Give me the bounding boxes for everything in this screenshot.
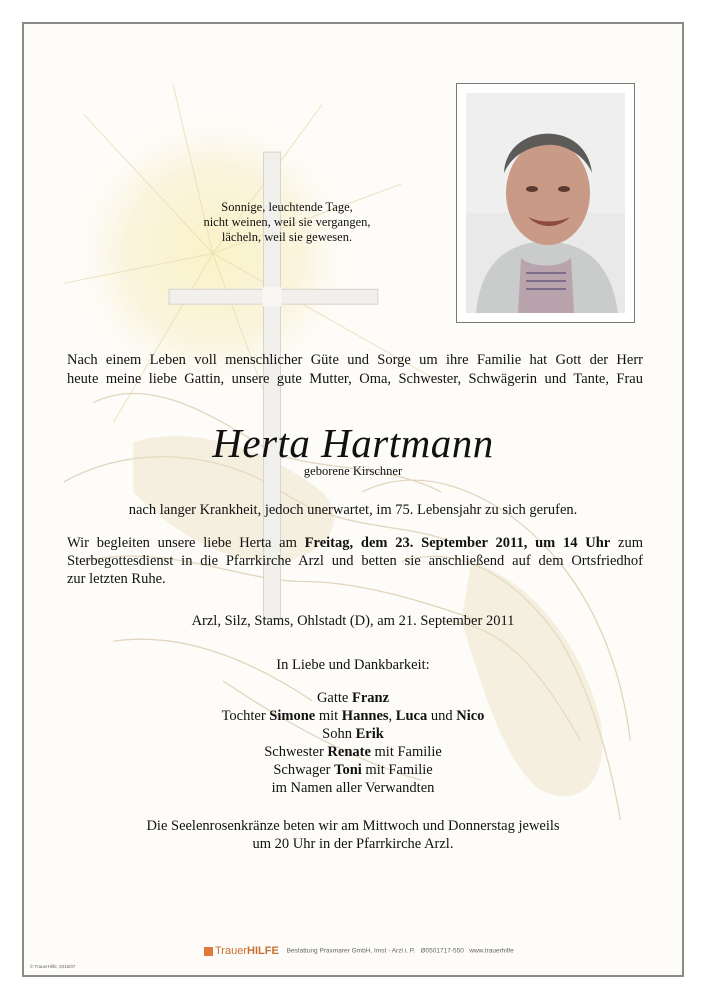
copyright: © TrauerHilfe, 2016/07: [30, 964, 76, 969]
mourner-line: Schwester Renate mit Familie: [264, 744, 442, 760]
rosary-line: um 20 Uhr in der Pfarrkirche Arzl.: [252, 836, 454, 852]
footer: [204, 945, 514, 957]
mourner-line: Gatte Franz: [316, 690, 390, 706]
rosary-line: Die Seelenrosenkränze beten wir am Mittwoch und Donnerstag jeweils: [146, 818, 560, 834]
mourner-line: Tochter Simone mit Hannes, Luca und Nico: [221, 708, 485, 724]
death-line: nach langer Krankheit, jedoch unerwartet, im 75. Lebensjahr zu sich gerufen.: [128, 502, 578, 518]
poem-line: lächeln, weil sie gewesen.: [221, 230, 353, 244]
logo-icon: [204, 947, 213, 956]
intro-line: Nach einem Leben voll menschlicher Güte und Sorge um ihre Familie hat Gott der Herr: [67, 352, 643, 368]
mourner-line: im Namen aller Verwandten: [271, 780, 435, 796]
mourner-line: Schwager Toni mit Familie: [273, 762, 433, 778]
poem-line: nicht weinen, weil sie vergangen,: [203, 215, 371, 229]
poem-line: Sonnige, leuchtende Tage,: [221, 200, 353, 214]
closing-line: In Liebe und Dankbarkeit:: [276, 657, 430, 673]
footer-company: Bestattung Praxmarer GmbH, Imst - Arzl i. P.: [286, 947, 416, 955]
footer-web: www.trauerhilfe: [469, 947, 514, 955]
funeral-line: zur letzten Ruhe.: [67, 571, 166, 587]
poem: [174, 200, 400, 245]
maiden-name: geborene Kirschner: [303, 464, 403, 478]
funeral-line: Wir begleiten unsere liebe Herta am Freitag, dem 23. September 2011, um 14 Uhr zum: [67, 535, 643, 551]
deceased-name: Herta Hartmann: [212, 420, 494, 466]
place-date: Arzl, Silz, Stams, Ohlstadt (D), am 21. September 2011: [191, 613, 515, 629]
trauerhilfe-logo: TrauerHILFE: [204, 945, 285, 957]
portrait-photo: [456, 83, 635, 323]
intro-line: heute meine liebe Gattin, unsere gute Mutter, Oma, Schwester, Schwägerin und Tante, Frau: [67, 371, 643, 387]
obituary-frame: [22, 22, 684, 977]
footer-phone: Ø0501717-550: [420, 947, 464, 955]
funeral-line: Sterbegottesdienst in die Pfarrkirche Arzl und betten sie anschließend auf dem Ortsfriedhof: [67, 553, 643, 569]
mourner-line: Sohn Erik: [322, 726, 384, 742]
